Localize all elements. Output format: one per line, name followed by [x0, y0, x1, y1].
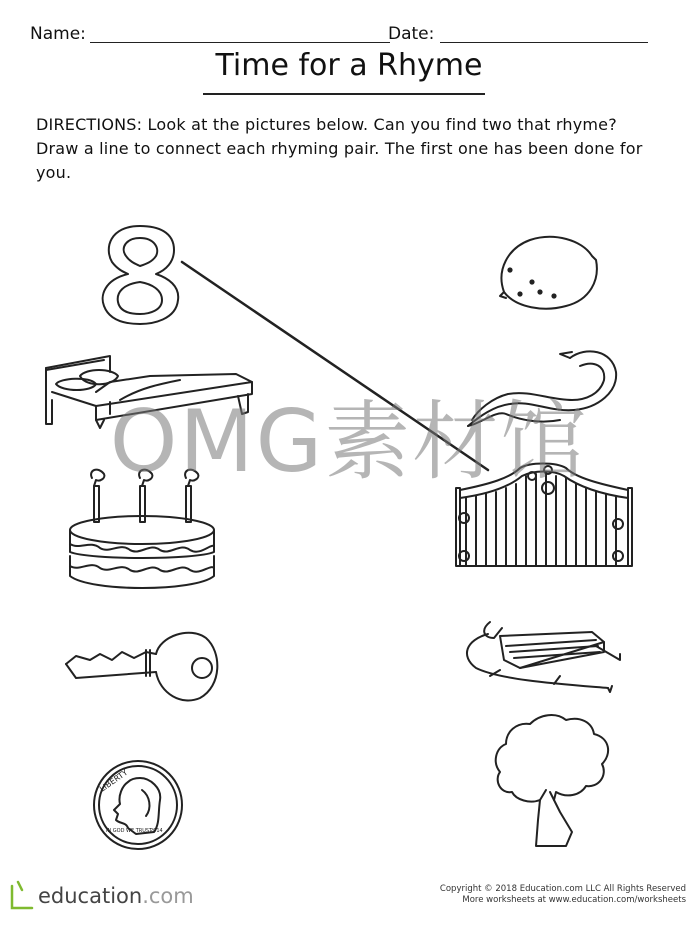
coin-year-text: 2014	[150, 828, 163, 834]
directions-text: DIRECTIONS: Look at the pictures below. Can you find two that rhyme? Draw a line to connect each rhyming pair. The first one has been done for you.	[36, 115, 643, 182]
page-title: Time for a Rhyme	[215, 48, 483, 83]
lemon-icon[interactable]	[500, 237, 597, 309]
coin-motto-text: IN GOD WE TRUST	[106, 828, 153, 834]
coin-liberty-text: LIBERTY	[97, 767, 130, 794]
sled-icon[interactable]	[467, 622, 620, 692]
copyright-line1: Copyright © 2018 Education.com LLC All Rights Reserved	[439, 884, 686, 894]
name-label: Name:	[30, 24, 86, 44]
tree-icon[interactable]	[496, 715, 608, 846]
copyright	[440, 884, 686, 906]
key-icon[interactable]	[66, 633, 217, 701]
watermark: OMG素材馆	[109, 392, 589, 492]
brand-main: education	[38, 884, 143, 908]
eight-icon[interactable]	[103, 226, 179, 324]
education-logo-icon	[8, 876, 38, 912]
brand-suffix: .com	[142, 884, 194, 908]
brand-logo-text[interactable]	[38, 884, 194, 908]
copyright-line2[interactable]: More worksheets at www.education.com/worksheets	[462, 895, 686, 905]
date-label: Date:	[388, 24, 435, 44]
dime-icon[interactable]	[94, 761, 182, 849]
